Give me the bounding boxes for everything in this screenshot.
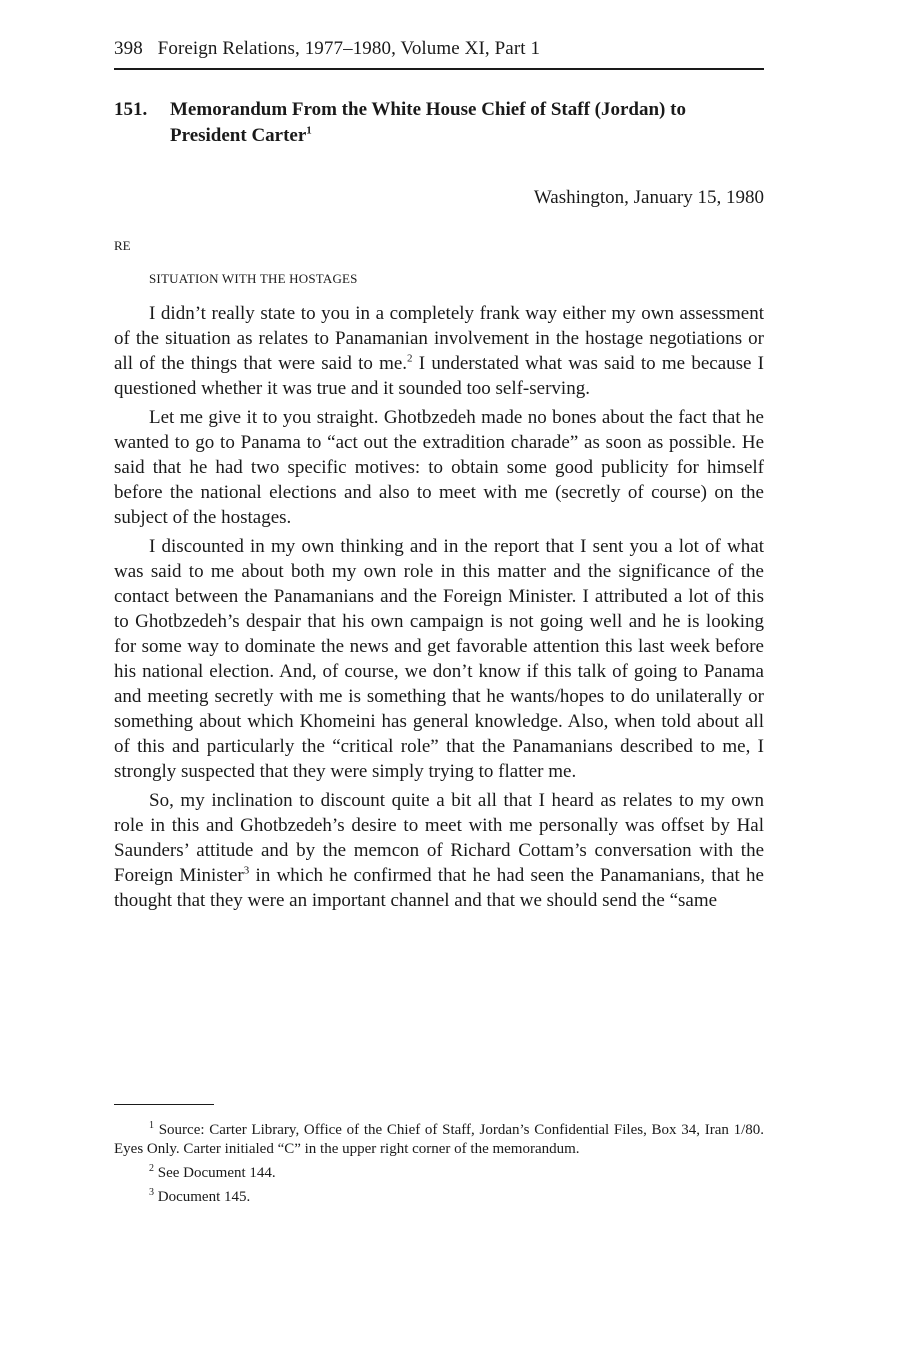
footnote-divider bbox=[114, 1104, 214, 1105]
footnote-1 bbox=[114, 1121, 764, 1159]
paragraph-1 bbox=[114, 301, 764, 401]
footnote-2 bbox=[114, 1164, 764, 1183]
paragraph-2: Let me give it to you straight. Ghotbzedeh made no bones about the fact that he wanted to go to Panama to “act out the extradition charade” as soon as possible. He said that he had two specific motives: to obtain some good publicity for himself before the national elections and also to meet with me (secretly of course) on the subject of the hostages. bbox=[114, 407, 764, 528]
footnote-2-marker: 2 bbox=[149, 1163, 154, 1174]
footnote-ref-1[interactable]: 1 bbox=[306, 124, 312, 137]
dateline: Washington, January 15, 1980 bbox=[533, 187, 764, 208]
document-title-text: Memorandum From the White House Chief of Staff (Jordan) to President Carter bbox=[170, 99, 686, 146]
re-subject: SITUATION WITH THE HOSTAGES bbox=[149, 271, 358, 286]
footnote-2-text: See Document 144. bbox=[154, 1165, 276, 1181]
document-title bbox=[170, 97, 764, 149]
page-content bbox=[114, 36, 764, 917]
paragraph-4-text: So, my inclination to discount quite a bit all that I heard as relates to my own role in this and Ghotbzedeh’s desire to meet with me personally was offset by Hal Saunders’ attitude and by the memcon of Richard Cottam’s conversation with the Foreign Minister bbox=[114, 790, 764, 886]
re-label: RE bbox=[114, 238, 131, 253]
footnote-1-marker: 1 bbox=[149, 1120, 154, 1131]
footnote-3-marker: 3 bbox=[149, 1187, 154, 1198]
footnotes bbox=[114, 1121, 764, 1212]
memo-body bbox=[114, 301, 764, 913]
footnote-3 bbox=[114, 1188, 764, 1207]
footnote-3-text: Document 145. bbox=[154, 1189, 251, 1205]
page-number: 398 bbox=[114, 38, 143, 59]
paragraph-1-tail: I understated what was said to me because I questioned whether it was true and it sounded too self-serving. bbox=[114, 353, 765, 399]
paragraph-4 bbox=[114, 788, 764, 913]
footnote-1-text: Source: Carter Library, Office of the Chief of Staff, Jordan’s Confidential Files, Box 34, Iran 1/80. Eyes Only. Carter initialed “C” in the upper right corner of the memorandum. bbox=[114, 1122, 764, 1157]
paragraph-4-tail: in which he confirmed that he had seen the Panamanians, that he thought that they were an important channel and that we should send the “same bbox=[114, 865, 764, 911]
document-heading bbox=[114, 97, 764, 149]
paragraph-1-text: I didn’t really state to you in a completely frank way either my own assessment of the situation as relates to Panamanian involvement in the hostage negotiations or all of the things that were said to me. bbox=[114, 303, 764, 374]
paragraph-3: I discounted in my own thinking and in the report that I sent you a lot of what was said to me about both my own role in this matter and the significance of the contact between the Panamanians and the Foreign Minister. I attributed a lot of this to Ghotbzedeh’s despair that his own campaign is not going well and he is looking for some way to dominate the news and get favorable attention this last week before his national election. And, of course, we don’t know if this talk of going to Panama and meeting secretly with me is something that he wants/hopes to do unilaterally or something about which Khomeini has general knowledge. Also, when told about all of this and particularly the “critical role” that the Panamanians described to me, I strongly suspected that they were simply trying to flatter me. bbox=[114, 536, 764, 782]
footnote-ref-3[interactable]: 3 bbox=[243, 864, 250, 877]
running-header bbox=[114, 36, 764, 70]
volume-title: Foreign Relations, 1977–1980, Volume XI, Part 1 bbox=[157, 38, 541, 59]
footnote-ref-2[interactable]: 2 bbox=[407, 352, 413, 365]
document-number: 151. bbox=[114, 99, 148, 120]
